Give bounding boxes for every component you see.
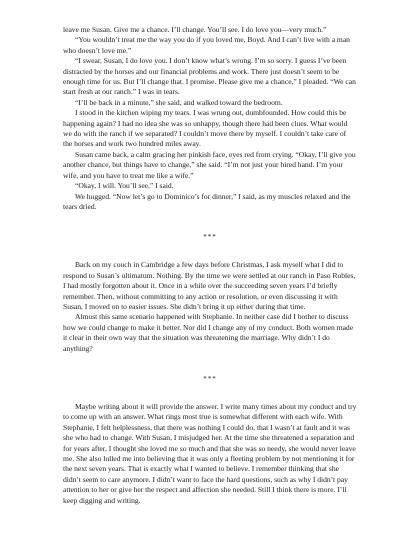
paragraph: We hugged. “Now let’s go to Dominico’s for dinner,” I said, as my muscles relaxed and the tears dried. xyxy=(63,191,351,211)
paragraph: Almost this same scenario happened with Stephanie. In neither case did I bother to discuss how we could change to make it better. Nor did I change any of my conduct. Both women made it clear in their own way that the situation was threatening the marriage. Why didn’t I do anything? xyxy=(63,312,354,353)
section-1 xyxy=(63,25,357,212)
paragraph: Back on my couch in Cambridge a few days before Christmas, I ask myself what I did to respond to Susan’s ultimatum. Nothing. By the time we were settled at our ranch in Paso Robles, I had mostly forgotten about it. Once in a while over the succeeding seven years I’d briefly remember. Then, without committing to any action or resolution, or even discussing it with Susan, I moved on to easier issues. She didn’t bring it up either during that time. xyxy=(63,260,356,311)
paragraph: leave me Susan. Give me a chance. I’ll change. You’ll see. I do love you—very much.” xyxy=(63,25,327,34)
section-2 xyxy=(63,260,357,354)
section-3 xyxy=(63,402,357,506)
section-separator: *** xyxy=(203,233,217,242)
paragraph: I stood in the kitchen wiping my tears. I was wrung out, dumbfounded. How could this be happening again? I had no idea she was so unhappy, though there had been clues. What would we do with the ranch if we separated? I couldn’t move there by myself. I couldn’t take care of the horses and work two hundred miles away. xyxy=(63,108,348,149)
paragraph: Maybe writing about it will provide the answer. I write many times about my conduct and try to come up with an answer. What rings most true is somewhat different with each wife. With Stephanie, I felt helplessness, that there was nothing I could do, that I wasn’t at fault and it was she who had to change. With Susan, I misjudged her. At the time she threatened a separation and for years after, I thought she loved me so much and that she was so needy, she would never leave me. She also lulled me into believing that it was only a fleeting problem by not mentioning it for the next seven years. That is exactly what I wanted to believe. I remember thinking that she didn’t seem to care anymore. I didn’t want to face the hard questions, such as why I didn’t pay attention to her or give her the respect and affection she needed. Still I think there is more. I’ll keep digging and writing. xyxy=(63,401,357,505)
paragraph: “You wouldn’t treat me the way you do if you loved me, Boyd. And I can’t live with a man who doesn’t love me.” xyxy=(63,35,350,55)
section-separator: *** xyxy=(203,374,217,383)
paragraph: Susan came back, a calm gracing her pinkish face, eyes red from crying. “Okay, I’ll give you another chance, but things have to change,” she said. “I’m not just your hired hand. I’m your wife, and you have to treat me like a wife.” xyxy=(63,149,356,180)
paragraph: “I’ll be back in a minute,” she said, and walked toward the bedroom. xyxy=(75,97,283,107)
paragraph: “Okay, I will. You’ll see,” I said. xyxy=(75,181,174,191)
paragraph: “I swear, Susan, I do love you. I don’t know what’s wrong. I’m so sorry. I guess I’ve been distracted by the horses and our financial problems and work. There just doesn’t seem to be enough time for us. But I’ll change that. I promise. Please give me a chance,” I pleaded. “We can start fresh at our ranch.” I was in tears. xyxy=(63,56,356,97)
